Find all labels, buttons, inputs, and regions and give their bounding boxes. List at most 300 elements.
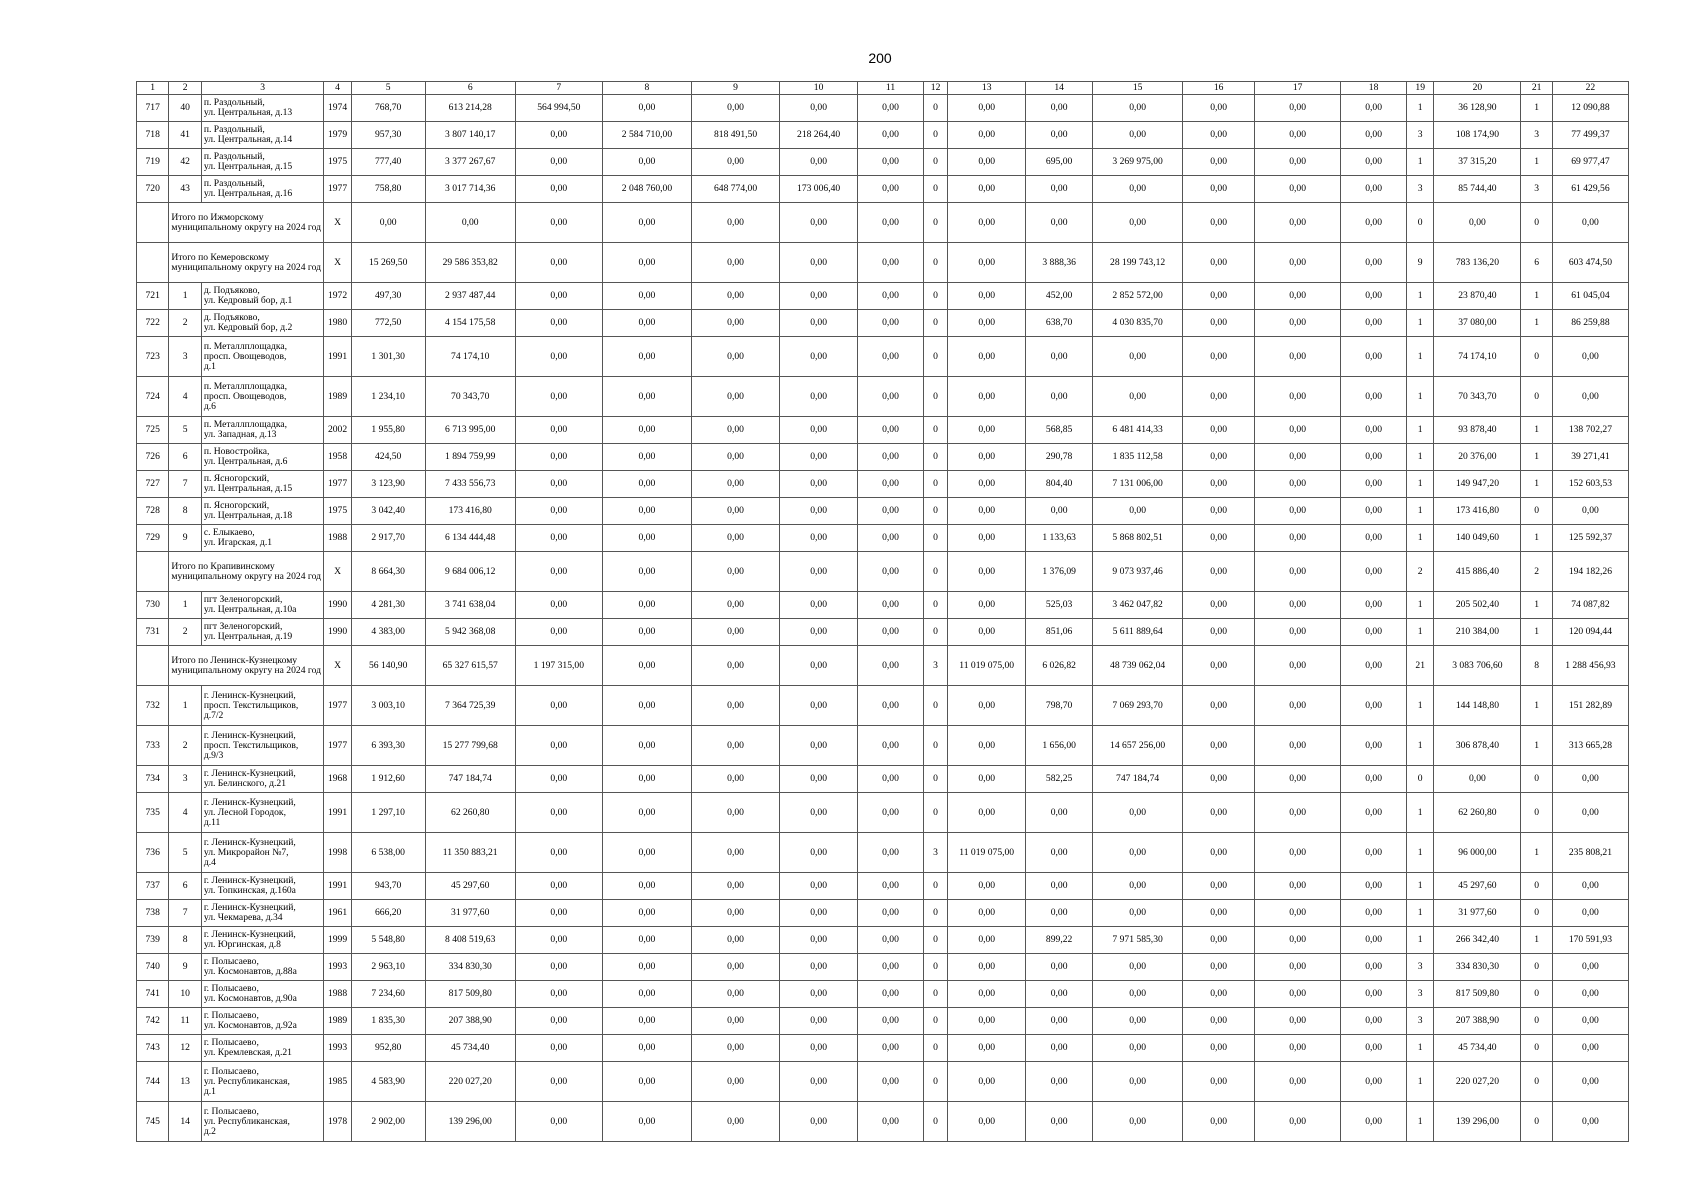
value-cell-col-21: 0 xyxy=(1521,981,1552,1008)
value-cell-col-11: 0,00 xyxy=(858,176,924,203)
value-cell-col-11: 0,00 xyxy=(858,95,924,122)
local-number-cell: 2 xyxy=(169,619,201,646)
value-cell-col-16: 0,00 xyxy=(1183,377,1255,417)
value-cell-col-14: 804,40 xyxy=(1026,471,1093,498)
value-cell-col-7: 0,00 xyxy=(515,283,602,310)
value-cell-col-10: 0,00 xyxy=(780,1035,858,1062)
value-cell-col-9: 0,00 xyxy=(692,243,780,283)
local-number-cell: 1 xyxy=(169,283,201,310)
value-cell-col-13: 0,00 xyxy=(948,1102,1026,1142)
value-cell-col-16: 0,00 xyxy=(1183,525,1255,552)
column-header-9: 9 xyxy=(692,82,780,95)
value-cell-col-8: 0,00 xyxy=(602,1008,691,1035)
value-cell-col-18: 0,00 xyxy=(1341,766,1407,793)
address-cell: п. Раздольный, ул. Центральная, д.14 xyxy=(201,122,324,149)
value-cell-col-5: 1 912,60 xyxy=(351,766,425,793)
value-cell-col-15: 0,00 xyxy=(1093,1062,1183,1102)
value-cell-col-8: 0,00 xyxy=(602,471,691,498)
row-number-cell: 721 xyxy=(137,283,169,310)
value-cell-col-15: 7 069 293,70 xyxy=(1093,686,1183,726)
value-cell-col-4: 1961 xyxy=(324,900,351,927)
value-cell-col-18: 0,00 xyxy=(1341,900,1407,927)
value-cell-col-6: 11 350 883,21 xyxy=(425,833,515,873)
value-cell-col-5: 957,30 xyxy=(351,122,425,149)
value-cell-col-8: 0,00 xyxy=(602,927,691,954)
value-cell-col-5: 3 123,90 xyxy=(351,471,425,498)
total-label: Итого по Крапивинскому муниципальному округу на 2024 год xyxy=(169,552,324,592)
value-cell-col-17: 0,00 xyxy=(1255,377,1341,417)
value-cell-col-10: 0,00 xyxy=(780,203,858,243)
column-header-19: 19 xyxy=(1407,82,1434,95)
value-cell-col-8: 0,00 xyxy=(602,726,691,766)
value-cell-col-15: 0,00 xyxy=(1093,498,1183,525)
value-cell-col-17: 0,00 xyxy=(1255,1035,1341,1062)
value-cell-col-18: 0,00 xyxy=(1341,726,1407,766)
value-cell-col-6: 31 977,60 xyxy=(425,900,515,927)
value-cell-col-8: 0,00 xyxy=(602,1102,691,1142)
value-cell-col-20: 74 174,10 xyxy=(1434,337,1521,377)
row-number-cell: 722 xyxy=(137,310,169,337)
local-number-cell: 11 xyxy=(169,1008,201,1035)
value-cell-col-17: 0,00 xyxy=(1255,122,1341,149)
value-cell-col-12: 0 xyxy=(923,766,947,793)
value-cell-col-8: 0,00 xyxy=(602,1062,691,1102)
value-cell-col-10: 0,00 xyxy=(780,954,858,981)
value-cell-col-21: 0 xyxy=(1521,873,1552,900)
address-cell: д. Подъяково, ул. Кедровый бор, д.1 xyxy=(201,283,324,310)
total-row xyxy=(137,203,1629,243)
value-cell-col-17: 0,00 xyxy=(1255,176,1341,203)
value-cell-col-21: 1 xyxy=(1521,619,1552,646)
value-cell-col-11: 0,00 xyxy=(858,900,924,927)
local-number-cell: 2 xyxy=(169,726,201,766)
value-cell-col-8: 0,00 xyxy=(602,619,691,646)
value-cell-col-10: 0,00 xyxy=(780,793,858,833)
address-cell: г. Полысаево, ул. Республиканская, д.1 xyxy=(201,1062,324,1102)
value-cell-col-15: 48 739 062,04 xyxy=(1093,646,1183,686)
value-cell-col-14: 0,00 xyxy=(1026,833,1093,873)
value-cell-col-5: 8 664,30 xyxy=(351,552,425,592)
value-cell-col-7: 0,00 xyxy=(515,592,602,619)
value-cell-col-4: 1968 xyxy=(324,766,351,793)
address-cell: п. Ясногорский, ул. Центральная, д.18 xyxy=(201,498,324,525)
value-cell-col-5: 758,80 xyxy=(351,176,425,203)
value-cell-col-17: 0,00 xyxy=(1255,927,1341,954)
value-cell-col-7: 0,00 xyxy=(515,122,602,149)
value-cell-col-20: 783 136,20 xyxy=(1434,243,1521,283)
value-cell-col-12: 0 xyxy=(923,337,947,377)
value-cell-col-18: 0,00 xyxy=(1341,243,1407,283)
address-cell: п. Новостройка, ул. Центральная, д.6 xyxy=(201,444,324,471)
local-number-cell: 2 xyxy=(169,310,201,337)
value-cell-col-16: 0,00 xyxy=(1183,149,1255,176)
value-cell-col-7: 0,00 xyxy=(515,981,602,1008)
value-cell-col-4: X xyxy=(324,243,351,283)
local-number-cell: 14 xyxy=(169,1102,201,1142)
value-cell-col-9: 0,00 xyxy=(692,686,780,726)
value-cell-col-16: 0,00 xyxy=(1183,122,1255,149)
value-cell-col-21: 1 xyxy=(1521,686,1552,726)
value-cell-col-16: 0,00 xyxy=(1183,310,1255,337)
table-row xyxy=(137,525,1629,552)
value-cell-col-7: 0,00 xyxy=(515,686,602,726)
value-cell-col-7: 0,00 xyxy=(515,149,602,176)
value-cell-col-13: 0,00 xyxy=(948,243,1026,283)
value-cell-col-20: 20 376,00 xyxy=(1434,444,1521,471)
value-cell-col-21: 0 xyxy=(1521,1035,1552,1062)
value-cell-col-21: 1 xyxy=(1521,726,1552,766)
value-cell-col-6: 207 388,90 xyxy=(425,1008,515,1035)
value-cell-col-6: 139 296,00 xyxy=(425,1102,515,1142)
value-cell-col-8: 0,00 xyxy=(602,833,691,873)
value-cell-col-11: 0,00 xyxy=(858,203,924,243)
value-cell-col-14: 0,00 xyxy=(1026,176,1093,203)
value-cell-col-19: 9 xyxy=(1407,243,1434,283)
value-cell-col-15: 9 073 937,46 xyxy=(1093,552,1183,592)
value-cell-col-11: 0,00 xyxy=(858,417,924,444)
column-header-17: 17 xyxy=(1255,82,1341,95)
value-cell-col-18: 0,00 xyxy=(1341,417,1407,444)
value-cell-col-7: 0,00 xyxy=(515,873,602,900)
value-cell-col-22: 0,00 xyxy=(1552,203,1628,243)
value-cell-col-5: 4 583,90 xyxy=(351,1062,425,1102)
row-number-cell: 723 xyxy=(137,337,169,377)
value-cell-col-19: 1 xyxy=(1407,1102,1434,1142)
value-cell-col-20: 144 148,80 xyxy=(1434,686,1521,726)
value-cell-col-13: 0,00 xyxy=(948,981,1026,1008)
value-cell-col-11: 0,00 xyxy=(858,122,924,149)
value-cell-col-8: 0,00 xyxy=(602,873,691,900)
value-cell-col-14: 3 888,36 xyxy=(1026,243,1093,283)
value-cell-col-19: 1 xyxy=(1407,95,1434,122)
row-number-cell: 732 xyxy=(137,686,169,726)
address-cell: г. Ленинск-Кузнецкий, ул. Микрорайон №7, д.4 xyxy=(201,833,324,873)
value-cell-col-7: 0,00 xyxy=(515,900,602,927)
value-cell-col-14: 0,00 xyxy=(1026,1035,1093,1062)
table-row xyxy=(137,900,1629,927)
value-cell-col-7: 1 197 315,00 xyxy=(515,646,602,686)
value-cell-col-6: 2 937 487,44 xyxy=(425,283,515,310)
value-cell-col-19: 1 xyxy=(1407,592,1434,619)
value-cell-col-7: 0,00 xyxy=(515,1008,602,1035)
value-cell-col-6: 6 713 995,00 xyxy=(425,417,515,444)
value-cell-col-4: 1993 xyxy=(324,954,351,981)
value-cell-col-15: 0,00 xyxy=(1093,95,1183,122)
value-cell-col-17: 0,00 xyxy=(1255,833,1341,873)
value-cell-col-16: 0,00 xyxy=(1183,686,1255,726)
value-cell-col-12: 0 xyxy=(923,592,947,619)
value-cell-col-19: 1 xyxy=(1407,873,1434,900)
value-cell-col-9: 0,00 xyxy=(692,337,780,377)
local-number-cell: 4 xyxy=(169,793,201,833)
value-cell-col-18: 0,00 xyxy=(1341,873,1407,900)
value-cell-col-4: 1989 xyxy=(324,377,351,417)
value-cell-col-21: 1 xyxy=(1521,525,1552,552)
value-cell-col-6: 70 343,70 xyxy=(425,377,515,417)
value-cell-col-9: 0,00 xyxy=(692,981,780,1008)
value-cell-col-10: 218 264,40 xyxy=(780,122,858,149)
value-cell-col-12: 0 xyxy=(923,243,947,283)
value-cell-col-9: 0,00 xyxy=(692,471,780,498)
value-cell-col-7: 0,00 xyxy=(515,954,602,981)
value-cell-col-7: 0,00 xyxy=(515,525,602,552)
value-cell-col-17: 0,00 xyxy=(1255,203,1341,243)
value-cell-col-7: 564 994,50 xyxy=(515,95,602,122)
value-cell-col-5: 56 140,90 xyxy=(351,646,425,686)
value-cell-col-10: 173 006,40 xyxy=(780,176,858,203)
value-cell-col-4: 1990 xyxy=(324,592,351,619)
value-cell-col-10: 0,00 xyxy=(780,1062,858,1102)
table-row xyxy=(137,592,1629,619)
value-cell-col-22: 194 182,26 xyxy=(1552,552,1628,592)
table-row xyxy=(137,310,1629,337)
value-cell-col-10: 0,00 xyxy=(780,149,858,176)
column-header-16: 16 xyxy=(1183,82,1255,95)
value-cell-col-21: 3 xyxy=(1521,122,1552,149)
value-cell-col-4: 1978 xyxy=(324,1102,351,1142)
value-cell-col-6: 5 942 368,08 xyxy=(425,619,515,646)
address-cell: п. Раздольный, ул. Центральная, д.15 xyxy=(201,149,324,176)
value-cell-col-21: 8 xyxy=(1521,646,1552,686)
value-cell-col-21: 1 xyxy=(1521,283,1552,310)
value-cell-col-14: 695,00 xyxy=(1026,149,1093,176)
value-cell-col-15: 5 868 802,51 xyxy=(1093,525,1183,552)
value-cell-col-13: 0,00 xyxy=(948,310,1026,337)
value-cell-col-8: 0,00 xyxy=(602,793,691,833)
value-cell-col-20: 266 342,40 xyxy=(1434,927,1521,954)
value-cell-col-13: 0,00 xyxy=(948,726,1026,766)
value-cell-col-12: 0 xyxy=(923,1062,947,1102)
value-cell-col-9: 0,00 xyxy=(692,525,780,552)
row-number-cell xyxy=(137,646,169,686)
value-cell-col-5: 1 835,30 xyxy=(351,1008,425,1035)
value-cell-col-21: 2 xyxy=(1521,552,1552,592)
value-cell-col-6: 1 894 759,99 xyxy=(425,444,515,471)
value-cell-col-13: 0,00 xyxy=(948,927,1026,954)
value-cell-col-13: 0,00 xyxy=(948,1008,1026,1035)
value-cell-col-13: 0,00 xyxy=(948,176,1026,203)
value-cell-col-10: 0,00 xyxy=(780,726,858,766)
value-cell-col-6: 15 277 799,68 xyxy=(425,726,515,766)
value-cell-col-18: 0,00 xyxy=(1341,122,1407,149)
value-cell-col-17: 0,00 xyxy=(1255,243,1341,283)
value-cell-col-14: 0,00 xyxy=(1026,377,1093,417)
value-cell-col-4: 1977 xyxy=(324,471,351,498)
value-cell-col-4: X xyxy=(324,552,351,592)
value-cell-col-14: 851,06 xyxy=(1026,619,1093,646)
value-cell-col-19: 1 xyxy=(1407,149,1434,176)
value-cell-col-13: 0,00 xyxy=(948,337,1026,377)
value-cell-col-16: 0,00 xyxy=(1183,619,1255,646)
value-cell-col-11: 0,00 xyxy=(858,619,924,646)
value-cell-col-20: 149 947,20 xyxy=(1434,471,1521,498)
value-cell-col-9: 0,00 xyxy=(692,498,780,525)
value-cell-col-7: 0,00 xyxy=(515,833,602,873)
local-number-cell: 1 xyxy=(169,592,201,619)
table-row xyxy=(137,927,1629,954)
value-cell-col-7: 0,00 xyxy=(515,498,602,525)
value-cell-col-14: 899,22 xyxy=(1026,927,1093,954)
value-cell-col-21: 0 xyxy=(1521,337,1552,377)
value-cell-col-11: 0,00 xyxy=(858,927,924,954)
value-cell-col-9: 0,00 xyxy=(692,1008,780,1035)
value-cell-col-16: 0,00 xyxy=(1183,833,1255,873)
value-cell-col-15: 2 852 572,00 xyxy=(1093,283,1183,310)
value-cell-col-18: 0,00 xyxy=(1341,377,1407,417)
value-cell-col-12: 0 xyxy=(923,377,947,417)
value-cell-col-12: 0 xyxy=(923,1008,947,1035)
total-label: Итого по Кемеровскому муниципальному округу на 2024 год xyxy=(169,243,324,283)
row-number-cell: 718 xyxy=(137,122,169,149)
value-cell-col-22: 74 087,82 xyxy=(1552,592,1628,619)
value-cell-col-12: 3 xyxy=(923,833,947,873)
value-cell-col-22: 69 977,47 xyxy=(1552,149,1628,176)
value-cell-col-10: 0,00 xyxy=(780,833,858,873)
value-cell-col-14: 1 133,63 xyxy=(1026,525,1093,552)
value-cell-col-14: 568,85 xyxy=(1026,417,1093,444)
value-cell-col-19: 3 xyxy=(1407,954,1434,981)
local-number-cell: 7 xyxy=(169,471,201,498)
value-cell-col-4: 1979 xyxy=(324,122,351,149)
row-number-cell: 740 xyxy=(137,954,169,981)
value-cell-col-14: 0,00 xyxy=(1026,981,1093,1008)
value-cell-col-16: 0,00 xyxy=(1183,552,1255,592)
value-cell-col-9: 648 774,00 xyxy=(692,176,780,203)
value-cell-col-19: 1 xyxy=(1407,686,1434,726)
value-cell-col-12: 0 xyxy=(923,310,947,337)
value-cell-col-16: 0,00 xyxy=(1183,873,1255,900)
value-cell-col-10: 0,00 xyxy=(780,766,858,793)
value-cell-col-22: 0,00 xyxy=(1552,900,1628,927)
value-cell-col-5: 768,70 xyxy=(351,95,425,122)
value-cell-col-8: 0,00 xyxy=(602,525,691,552)
value-cell-col-12: 0 xyxy=(923,498,947,525)
address-cell: п. Ясногорский, ул. Центральная, д.15 xyxy=(201,471,324,498)
value-cell-col-10: 0,00 xyxy=(780,283,858,310)
value-cell-col-18: 0,00 xyxy=(1341,310,1407,337)
value-cell-col-20: 45 297,60 xyxy=(1434,873,1521,900)
column-header-3: 3 xyxy=(201,82,324,95)
value-cell-col-6: 62 260,80 xyxy=(425,793,515,833)
value-cell-col-22: 0,00 xyxy=(1552,1062,1628,1102)
table-row xyxy=(137,981,1629,1008)
local-number-cell: 13 xyxy=(169,1062,201,1102)
value-cell-col-12: 0 xyxy=(923,444,947,471)
value-cell-col-20: 37 315,20 xyxy=(1434,149,1521,176)
row-number-cell: 728 xyxy=(137,498,169,525)
row-number-cell: 719 xyxy=(137,149,169,176)
table-row xyxy=(137,726,1629,766)
local-number-cell: 3 xyxy=(169,337,201,377)
value-cell-col-7: 0,00 xyxy=(515,1062,602,1102)
table-row xyxy=(137,95,1629,122)
value-cell-col-15: 0,00 xyxy=(1093,873,1183,900)
row-number-cell: 738 xyxy=(137,900,169,927)
value-cell-col-7: 0,00 xyxy=(515,310,602,337)
value-cell-col-9: 0,00 xyxy=(692,417,780,444)
value-cell-col-4: 1999 xyxy=(324,927,351,954)
value-cell-col-11: 0,00 xyxy=(858,686,924,726)
value-cell-col-21: 0 xyxy=(1521,1102,1552,1142)
value-cell-col-18: 0,00 xyxy=(1341,337,1407,377)
value-cell-col-7: 0,00 xyxy=(515,176,602,203)
column-header-20: 20 xyxy=(1434,82,1521,95)
table-row xyxy=(137,471,1629,498)
value-cell-col-8: 0,00 xyxy=(602,552,691,592)
column-header-4: 4 xyxy=(324,82,351,95)
value-cell-col-7: 0,00 xyxy=(515,552,602,592)
value-cell-col-11: 0,00 xyxy=(858,873,924,900)
value-cell-col-9: 0,00 xyxy=(692,1102,780,1142)
value-cell-col-11: 0,00 xyxy=(858,552,924,592)
value-cell-col-10: 0,00 xyxy=(780,377,858,417)
value-cell-col-22: 0,00 xyxy=(1552,793,1628,833)
value-cell-col-11: 0,00 xyxy=(858,310,924,337)
value-cell-col-5: 952,80 xyxy=(351,1035,425,1062)
value-cell-col-9: 0,00 xyxy=(692,900,780,927)
value-cell-col-10: 0,00 xyxy=(780,619,858,646)
value-cell-col-9: 0,00 xyxy=(692,927,780,954)
value-cell-col-19: 3 xyxy=(1407,176,1434,203)
value-cell-col-11: 0,00 xyxy=(858,646,924,686)
value-cell-col-22: 12 090,88 xyxy=(1552,95,1628,122)
value-cell-col-18: 0,00 xyxy=(1341,833,1407,873)
value-cell-col-10: 0,00 xyxy=(780,981,858,1008)
value-cell-col-15: 7 971 585,30 xyxy=(1093,927,1183,954)
value-cell-col-4: X xyxy=(324,203,351,243)
row-number-cell: 736 xyxy=(137,833,169,873)
address-cell: с. Елыкаево, ул. Игарская, д.1 xyxy=(201,525,324,552)
local-number-cell: 8 xyxy=(169,927,201,954)
value-cell-col-13: 0,00 xyxy=(948,619,1026,646)
row-number-cell: 741 xyxy=(137,981,169,1008)
value-cell-col-15: 0,00 xyxy=(1093,122,1183,149)
table-row xyxy=(137,417,1629,444)
value-cell-col-14: 6 026,82 xyxy=(1026,646,1093,686)
value-cell-col-10: 0,00 xyxy=(780,444,858,471)
value-cell-col-9: 0,00 xyxy=(692,833,780,873)
local-number-cell: 1 xyxy=(169,686,201,726)
value-cell-col-9: 0,00 xyxy=(692,646,780,686)
value-cell-col-20: 70 343,70 xyxy=(1434,377,1521,417)
value-cell-col-8: 0,00 xyxy=(602,283,691,310)
value-cell-col-17: 0,00 xyxy=(1255,766,1341,793)
value-cell-col-8: 0,00 xyxy=(602,95,691,122)
value-cell-col-15: 0,00 xyxy=(1093,1035,1183,1062)
value-cell-col-13: 11 019 075,00 xyxy=(948,833,1026,873)
value-cell-col-15: 0,00 xyxy=(1093,377,1183,417)
value-cell-col-20: 220 027,20 xyxy=(1434,1062,1521,1102)
address-cell: г. Ленинск-Кузнецкий, просп. Текстильщиков, д.7/2 xyxy=(201,686,324,726)
value-cell-col-8: 0,00 xyxy=(602,243,691,283)
value-cell-col-19: 1 xyxy=(1407,793,1434,833)
column-header-2: 2 xyxy=(169,82,201,95)
value-cell-col-22: 0,00 xyxy=(1552,337,1628,377)
row-number-cell: 720 xyxy=(137,176,169,203)
value-cell-col-5: 777,40 xyxy=(351,149,425,176)
value-cell-col-17: 0,00 xyxy=(1255,471,1341,498)
value-cell-col-14: 0,00 xyxy=(1026,203,1093,243)
value-cell-col-6: 74 174,10 xyxy=(425,337,515,377)
value-cell-col-19: 0 xyxy=(1407,203,1434,243)
address-cell: г. Ленинск-Кузнецкий, ул. Белинского, д.21 xyxy=(201,766,324,793)
row-number-cell: 744 xyxy=(137,1062,169,1102)
value-cell-col-22: 86 259,88 xyxy=(1552,310,1628,337)
value-cell-col-8: 0,00 xyxy=(602,498,691,525)
value-cell-col-22: 0,00 xyxy=(1552,954,1628,981)
value-cell-col-9: 818 491,50 xyxy=(692,122,780,149)
value-cell-col-21: 0 xyxy=(1521,766,1552,793)
